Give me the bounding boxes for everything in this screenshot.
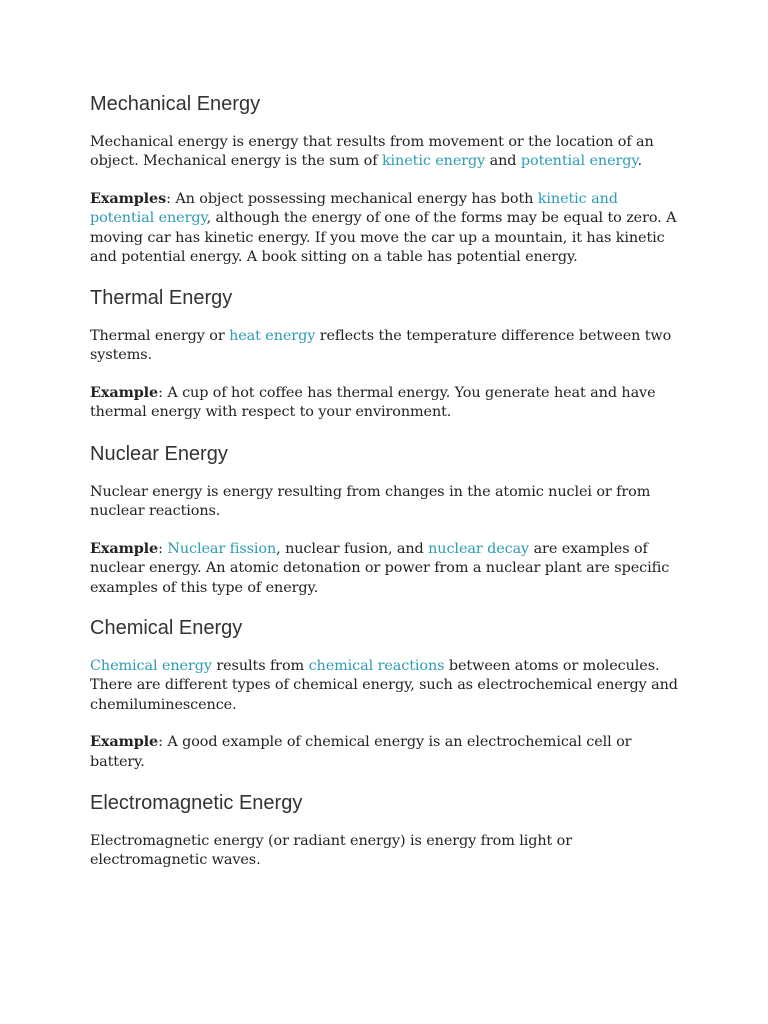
link-kinetic-energy[interactable]: kinetic energy — [381, 153, 486, 170]
link-chemical-reactions[interactable]: chemical reactions — [308, 658, 445, 674]
link-potential-energy[interactable]: potential energy — [520, 153, 638, 170]
text-run: Mechanical energy is energy that results from movement or the location of an object. Mechanical energy is the sum of — [90, 134, 654, 170]
example-label: Example — [90, 383, 159, 401]
text-run: : An object possessing mechanical energy has both — [166, 190, 538, 207]
text-run: Thermal energy or — [90, 328, 230, 344]
link-chemical-energy[interactable]: Chemical energy — [90, 658, 212, 674]
paragraph-nuclear-definition — [90, 483, 680, 522]
text-run: between atoms or molecules. There are different types of chemical energy, such as electrochemical energy and chemiluminescence. — [90, 658, 678, 713]
text-run: : — [158, 540, 168, 557]
text-run: are examples of nuclear energy. An atomic detonation or power from a nuclear plant are specific examples of this type of energy. — [90, 540, 670, 596]
examples-label: Examples — [90, 189, 167, 207]
link-nuclear-decay[interactable]: nuclear decay — [428, 540, 530, 557]
text-run: and — [485, 153, 521, 170]
text-run: , nuclear fusion, and — [276, 540, 429, 557]
section-chemical-energy — [90, 614, 680, 789]
text-run: , although the energy of one of the forms may be equal to zero. A moving car has kinetic energy. If you move the car up a mountain, it has kinetic and potential energy. A book sitting on a table has potential energy. — [90, 210, 677, 266]
link-nuclear-fission[interactable]: Nuclear fission — [167, 540, 277, 557]
link-heat-energy[interactable]: heat energy — [229, 328, 316, 344]
paragraph-nuclear-example — [90, 539, 680, 598]
text-run: reflects the temperature difference between two systems. — [90, 328, 672, 364]
heading-chemical-energy: Chemical Energy — [90, 617, 243, 639]
example-label: Example — [90, 539, 159, 557]
text-run: Nuclear energy is energy resulting from changes in the atomic nuclei or from nuclear reactions. — [90, 484, 651, 520]
section-mechanical-energy — [90, 90, 680, 284]
paragraph-electromagnetic-definition — [90, 832, 680, 871]
link-kinetic-and-potential-energy[interactable]: kinetic and potential energy — [90, 190, 618, 227]
text-run: Electromagnetic energy (or radiant energy) is energy from light or electromagnetic waves. — [90, 833, 573, 869]
section-nuclear-energy — [90, 440, 680, 614]
section-thermal-energy — [90, 284, 680, 440]
section-electromagnetic-energy — [90, 789, 680, 871]
text-run: . — [637, 153, 642, 170]
example-label: Example — [90, 733, 159, 751]
heading-mechanical-energy: Mechanical Energy — [90, 93, 261, 115]
paragraph-thermal-definition — [90, 327, 680, 366]
document-page — [90, 90, 680, 888]
text-run: : A cup of hot coffee has thermal energy. You generate heat and have thermal energy with respect to your environment. — [90, 384, 656, 421]
heading-nuclear-energy: Nuclear Energy — [90, 443, 228, 465]
text-run: results from — [211, 658, 309, 674]
paragraph-mechanical-examples — [90, 189, 680, 268]
heading-electromagnetic-energy: Electromagnetic Energy — [90, 792, 303, 814]
paragraph-chemical-example — [90, 732, 680, 772]
paragraph-chemical-definition — [90, 657, 680, 715]
text-run: : A good example of chemical energy is an electrochemical cell or battery. — [90, 734, 632, 770]
heading-thermal-energy: Thermal Energy — [90, 287, 233, 309]
paragraph-mechanical-definition — [90, 133, 680, 172]
paragraph-thermal-example — [90, 383, 680, 423]
